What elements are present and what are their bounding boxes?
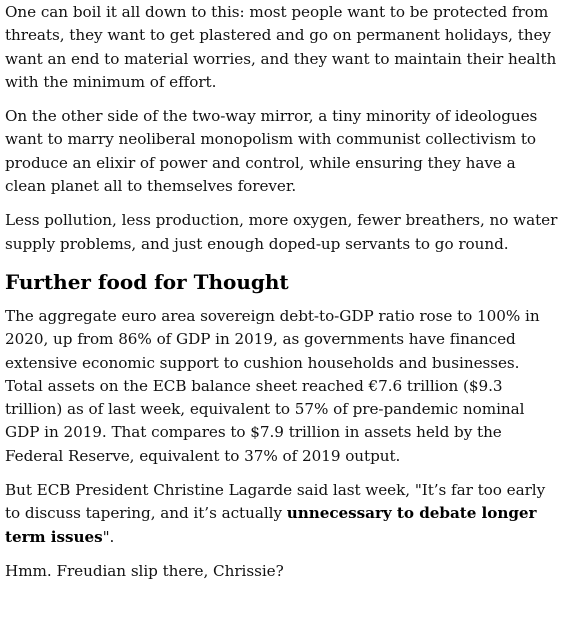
quote-bold-text: unnecessary to debate longer term issues <box>5 504 537 546</box>
article-body <box>0 1 564 583</box>
paragraph-less-pollution: Less pollution, less production, more oxygen, fewer breathers, no water supply problems, and just enough doped-up servants to go round. <box>5 211 558 253</box>
quote-text-before: But ECB President Christine Lagarde said last week, "It’s far too early to discuss tapering, and it’s actually <box>5 481 546 523</box>
paragraph-debt-ratio: The aggregate euro area sovereign debt-to-GDP ratio rose to 100% in 2020, up from 86% of GDP in 2019, as governments have financed extensive economic support to cushion households and businesses. Total assets on the ECB balance sheet reached €7.6 trillion ($9.3 trillion) as of last week, equivalent to 57% of pre-pandemic nominal GDP in 2019. That compares to $7.9 trillion in assets held by the Federal Reserve, equivalent to 37% of 2019 output. <box>5 306 540 465</box>
paragraph-lagarde-quote <box>5 479 560 549</box>
section-heading: Further food for Thought <box>5 269 289 294</box>
paragraph-ideologues: On the other side of the two-way mirror, a tiny minority of ideologues want to marry neoliberal monopolism with communist collectivism to produce an elixir of power and control, while ensuring they have a clean planet all to themselves forever. <box>5 107 538 196</box>
paragraph-closing: Hmm. Freudian slip there, Chrissie? <box>5 561 284 580</box>
paragraph-what-people-want: One can boil it all down to this: most people want to be protected from threats, they want to get plastered and go on permanent holidays, they want an end to material worries, and they want to maintain their health with the minimum of effort. <box>5 3 557 91</box>
quote-text-after: ". <box>102 527 115 546</box>
